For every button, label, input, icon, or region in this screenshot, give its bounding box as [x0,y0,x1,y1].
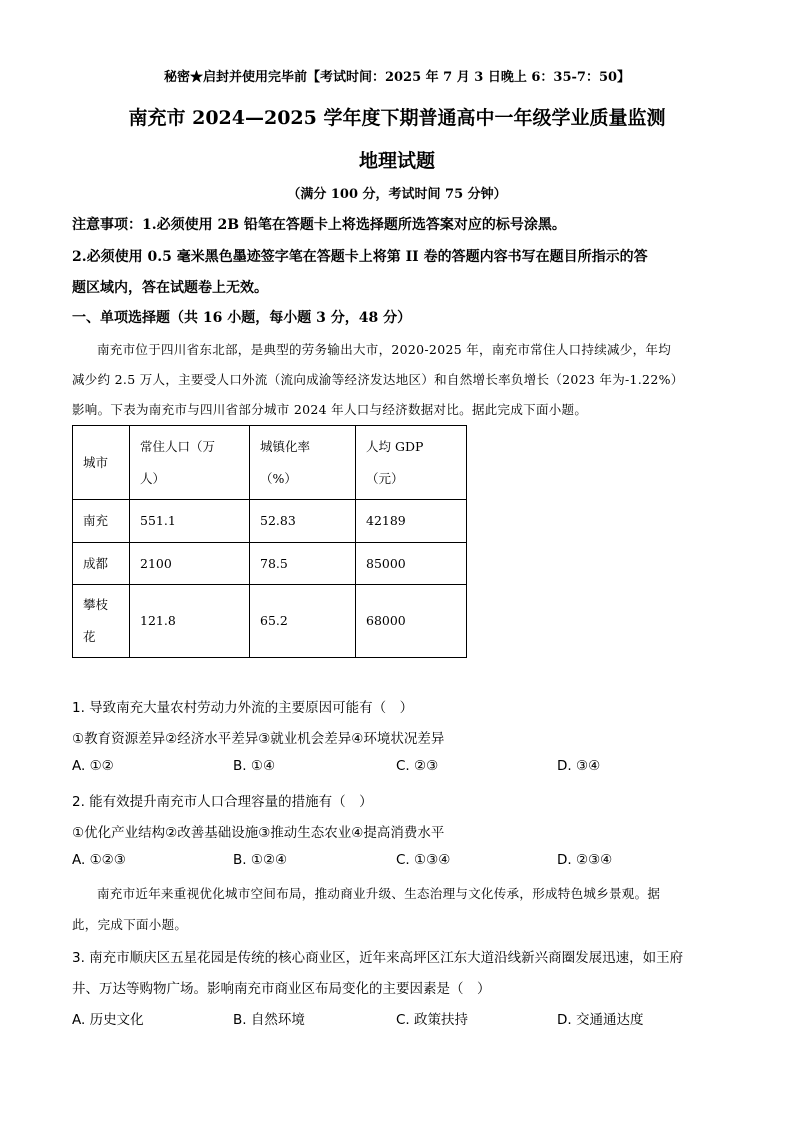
table-row [73,585,467,658]
q2-option-c[interactable]: C. ①③④ [396,852,451,868]
q1-option-d[interactable]: D. ③④ [557,758,601,774]
cell-urban: 65.2 [250,585,356,658]
section-heading: 一、单项选择题（共 16 小题，每小题 3 分，48 分） [72,310,412,326]
data-table [72,425,467,658]
q2-option-a[interactable]: A. ①②③ [72,852,126,868]
th-gdp: 人均 GDP （元） [356,426,467,500]
q3-option-b[interactable]: B. 自然环境 [233,1012,305,1028]
cell-city: 攀枝 花 [73,585,130,658]
q2-items: ①优化产业结构②改善基础设施③推动生态农业④提高消费水平 [72,825,445,841]
q2-option-b[interactable]: B. ①②④ [233,852,288,868]
cell-urban: 52.83 [250,500,356,543]
cell-city: 成都 [73,543,130,585]
subject-title: 地理试题 [358,150,435,172]
passage1-line-2: 减少约 2.5 万人，主要受人口外流（流向成渝等经济发达地区）和自然增长率负增长（2023 年为-1.22%） [72,372,684,387]
passage1-line-1: 南充市位于四川省东北部，是典型的劳务输出大市，2020-2025 年，南充市常住人口持续减少，年均 [97,342,672,357]
notes-line-2a: 2.必须使用 0.5 毫米黑色墨迹签字笔在答题卡上将第 II 卷的答题内容书写在题目所指示的答 [72,249,648,265]
q1-option-a[interactable]: A. ①② [72,758,114,774]
q3-option-c[interactable]: C. 政策扶持 [396,1012,469,1028]
q2-stem: 2. 能有效提升南充市人口合理容量的措施有（ ） [72,794,373,810]
notes-line-1: 注意事项：1.必须使用 2B 铅笔在答题卡上将选择题所选答案对应的标号涂黑。 [72,217,566,233]
q3-stem-1: 3. 南充市顺庆区五星花园是传统的核心商业区，近年来高坪区江东大道沿线新兴商圈发展迅速，如王府 [72,950,684,966]
cell-city: 南充 [73,500,130,543]
cell-urban: 78.5 [250,543,356,585]
cell-pop: 2100 [130,543,250,585]
cell-gdp: 42189 [356,500,467,543]
th-city: 城市 [73,426,130,500]
q2-option-d[interactable]: D. ②③④ [557,852,613,868]
th-urbanization: 城镇化率 （%） [250,426,356,500]
passage2-line-1: 南充市近年来重视优化城市空间布局，推动商业升级、生态治理与文化传承，形成特色城乡景观。据 [97,886,661,901]
table-header-row [73,426,467,500]
cell-pop: 551.1 [130,500,250,543]
cell-gdp: 68000 [356,585,467,658]
q1-stem: 1. 导致南充大量农村劳动力外流的主要原因可能有（ ） [72,700,414,716]
th-population: 常住人口（万 人） [130,426,250,500]
secret-line: 秘密★启封并使用完毕前【考试时间：2025 年 7 月 3 日晚上 6：35-7：50】 [163,70,631,85]
q3-option-d[interactable]: D. 交通通达度 [557,1012,644,1028]
table-row [73,500,467,543]
page-title: 南充市 2024—2025 学年度下期普通高中一年级学业质量监测 [128,107,666,129]
q1-items: ①教育资源差异②经济水平差异③就业机会差异④环境状况差异 [72,731,445,747]
q1-option-b[interactable]: B. ①④ [233,758,276,774]
cell-gdp: 85000 [356,543,467,585]
passage1-line-3: 影响。下表为南充市与四川省部分城市 2024 年人口与经济数据对比。据此完成下面小题。 [72,402,588,417]
q3-stem-2: 井、万达等购物广场。影响南充市商业区布局变化的主要因素是（ ） [72,981,491,997]
passage2-line-2: 此，完成下面小题。 [72,917,188,932]
cell-pop: 121.8 [130,585,250,658]
score-time: （满分 100 分，考试时间 75 分钟） [287,187,507,202]
notes-line-2b: 题区域内，答在试题卷上无效。 [72,280,268,296]
q1-option-c[interactable]: C. ②③ [396,758,439,774]
q3-option-a[interactable]: A. 历史文化 [72,1012,144,1028]
table-row [73,543,467,585]
